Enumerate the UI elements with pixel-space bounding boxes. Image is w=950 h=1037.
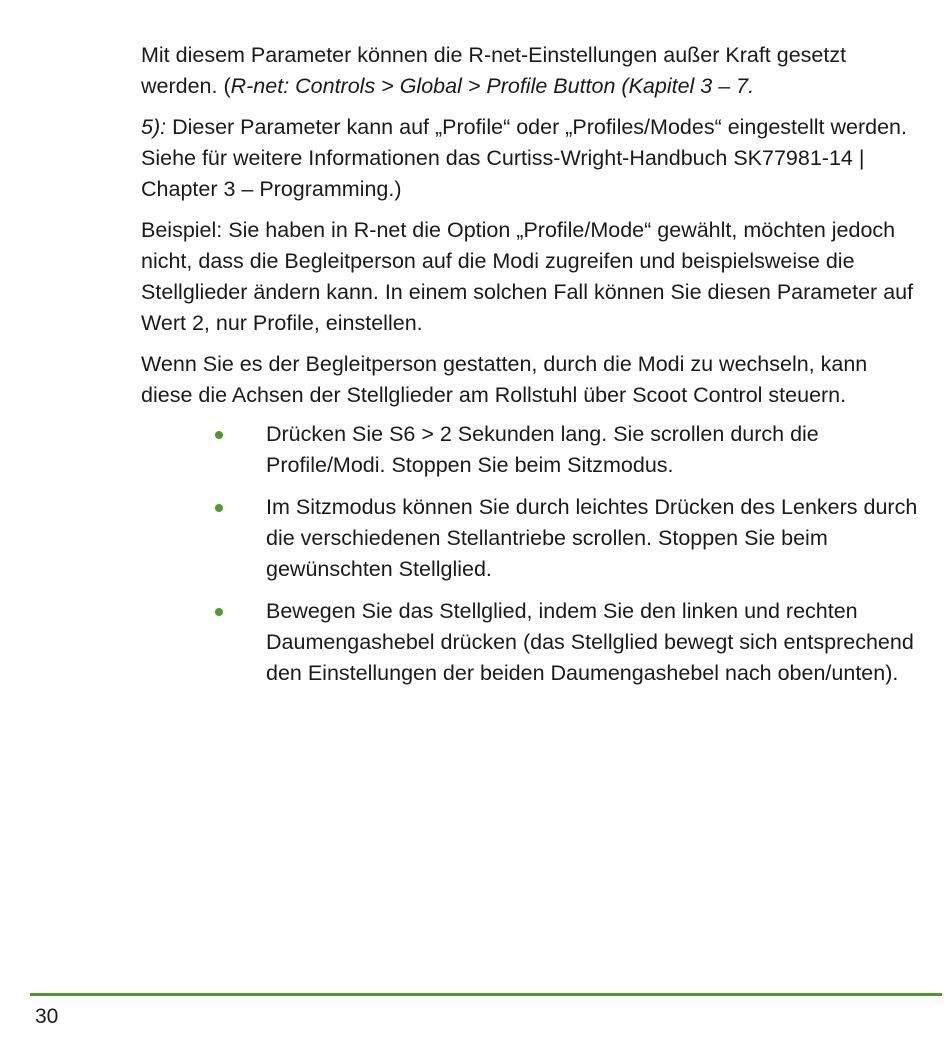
list-item [141, 419, 921, 481]
body-text [141, 40, 921, 700]
list-item-text: Bewegen Sie das Stellglied, indem Sie den linken und rechten Daumengashebel drücken (das Stellglied bewegt sich entsprechend den Einstellungen der beiden Daumengashebel nach oben/unten). [266, 599, 914, 685]
list-item [141, 596, 921, 689]
paragraph-parameter-values-text: Dieser Parameter kann auf „Profile“ oder „Profiles/Modes“ eingestellt werden. Siehe für weitere Informationen das Curtiss-Wright-Handbuch SK77981-14 | Chapter 3 – Programming.) [141, 115, 907, 201]
list-item-text: Drücken Sie S6 > 2 Sekunden lang. Sie scrollen durch die Profile/Modi. Stoppen Sie beim Sitzmodus. [266, 422, 819, 477]
paragraph-override-text: Mit diesem Parameter können die R-net-Einstellungen außer Kraft gesetzt werden. ( [141, 43, 847, 98]
bullet-dot-icon [215, 431, 223, 439]
paragraph-override [141, 40, 921, 102]
bullet-dot-icon [215, 504, 223, 512]
paragraph-parameter-values [141, 112, 921, 205]
footnote-marker: 5): [141, 115, 167, 139]
paragraph-attendant-modes: Wenn Sie es der Begleitperson gestatten, durch die Modi zu wechseln, kann diese die Achsen der Stellglieder am Rollstuhl über Scoot Control steuern. [141, 352, 868, 407]
instruction-list [141, 419, 921, 689]
page-number: 30 [35, 1005, 59, 1028]
footer-divider [30, 993, 942, 996]
list-item-text: Im Sitzmodus können Sie durch leichtes Drücken des Lenkers durch die verschiedenen Stellantriebe scrollen. Stoppen Sie beim gewünschten Stellglied. [266, 495, 918, 581]
paragraph-example: Beispiel: Sie haben in R-net die Option „Profile/Mode“ gewählt, möchten jedoch nicht, dass die Begleitperson auf die Modi zugreifen und beispielsweise die Stellglieder ändern kann. In einem solchen Fall können Sie diesen Parameter auf Wert 2, nur Profile, einstellen. [141, 218, 914, 335]
list-item [141, 492, 921, 585]
rnet-path-reference: R-net: Controls > Global > Profile Button (Kapitel 3 – 7. [230, 74, 755, 98]
bullet-dot-icon [215, 608, 223, 616]
